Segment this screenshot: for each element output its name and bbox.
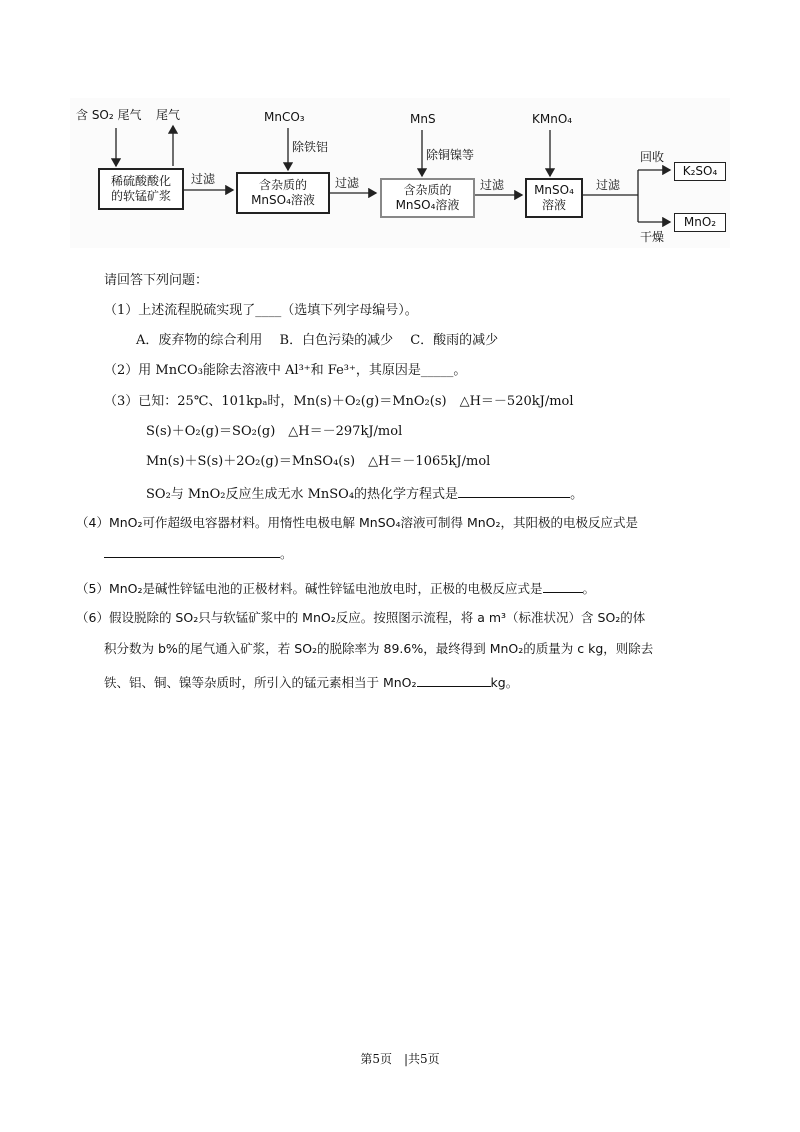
question-1-options: A．废弃物的综合利用 B．白色污染的减少 C．酸雨的减少 <box>136 333 499 348</box>
question-5 <box>76 578 595 598</box>
box2-line2: MnSO₄溶液 <box>251 193 315 207</box>
product-k2so4: K₂SO₄ <box>674 162 726 181</box>
question-3-line3: Mn(s)＋S(s)＋2O₂(g)＝MnSO₄(s) △H＝－1065kJ/mol <box>146 454 491 469</box>
box2-line1: 含杂质的 <box>258 178 307 192</box>
question-6-line1: （6）假设脱除的 SO₂只与软锰矿浆中的 MnO₂反应。按照图示流程，将 a m³（标准状况）含 SO₂的体 <box>76 610 646 625</box>
answer-blank-q6[interactable] <box>417 672 491 687</box>
arrow1-label: 过滤 <box>191 172 216 186</box>
input-so2-gas: 含 SO₂ 尾气 <box>76 108 142 122</box>
product-mno2: MnO₂ <box>674 213 726 232</box>
answer-blank-q5[interactable] <box>543 578 583 593</box>
box1-line1: 稀硫酸酸化 <box>110 174 171 188</box>
question-6-prompt: 铁、铝、铜、镍等杂质时，所引入的锰元素相当于 MnO₂ <box>104 675 417 690</box>
answer-blank-q4[interactable] <box>104 543 280 558</box>
question-6-line2: 积分数为 b%的尾气通入矿浆，若 SO₂的脱除率为 89.6%，最终得到 MnO₂的质量为 c kg，则除去 <box>104 641 654 656</box>
question-3-line1: （3）已知：25℃、101kpₐ时，Mn(s)＋O₂(g)＝MnO₂(s) △H＝－520kJ/mol <box>104 394 574 409</box>
arrow2-label: 过滤 <box>335 176 360 190</box>
box-mnso4-solution <box>525 178 583 218</box>
question-1: （1）上述流程脱硫实现了____（选填下列字母编号）。 <box>104 303 418 318</box>
intro-text: 请回答下列问题： <box>104 273 209 288</box>
reagent-mnco3: MnCO₃ <box>264 110 305 124</box>
box4-line2: 溶液 <box>541 198 566 212</box>
arrow3-label: 过滤 <box>480 178 505 192</box>
question-6-line3 <box>104 672 518 692</box>
reagent-mnco3-note: 除铁铝 <box>292 140 329 154</box>
answer-blank-q3[interactable] <box>458 483 570 498</box>
question-3-prompt: SO₂与 MnO₂反应生成无水 MnSO₄的热化学方程式是 <box>146 487 459 502</box>
question-3-end: 。 <box>570 487 584 502</box>
box-impure-mnso4-2 <box>380 178 475 218</box>
branch-dry-label: 干燥 <box>640 230 665 244</box>
reagent-kmno4: KMnO₄ <box>532 112 573 126</box>
output-tail-gas: 尾气 <box>156 108 181 122</box>
question-4-end: 。 <box>280 546 293 561</box>
branch-recover-label: 回收 <box>640 150 665 164</box>
question-2: （2）用 MnCO₃能除去溶液中 Al³⁺和 Fe³⁺，其原因是_____。 <box>104 363 467 378</box>
question-5-end: 。 <box>582 581 596 596</box>
question-6-end: kg。 <box>490 675 519 690</box>
question-4-line1: （4）MnO₂可作超级电容器材料。用惰性电极电解 MnSO₄溶液可制得 MnO₂，其阳极的电极反应式是 <box>76 515 639 530</box>
reagent-mns-note: 除铜镍等 <box>426 148 475 162</box>
page-footer: 第5页 |共5页 <box>360 1052 440 1066</box>
question-3-line4 <box>146 483 583 504</box>
arrow4-label: 过滤 <box>596 178 621 192</box>
box3-line2: MnSO₄溶液 <box>395 198 460 212</box>
reagent-mns: MnS <box>410 112 436 126</box>
box1-line2: 的软锰矿浆 <box>110 189 171 203</box>
box3-line1: 含杂质的 <box>403 183 452 197</box>
process-flowchart <box>70 98 730 248</box>
box-impure-mnso4-1 <box>236 172 330 214</box>
question-4-line2 <box>104 543 293 563</box>
box-acidified-slurry <box>98 168 184 210</box>
question-3-line2: S(s)＋O₂(g)＝SO₂(g) △H＝－297kJ/mol <box>146 424 403 439</box>
box4-line1: MnSO₄ <box>534 183 574 197</box>
question-5-prompt: （5）MnO₂是碱性锌锰电池的正极材料。碱性锌锰电池放电时，正极的电极反应式是 <box>76 581 543 596</box>
